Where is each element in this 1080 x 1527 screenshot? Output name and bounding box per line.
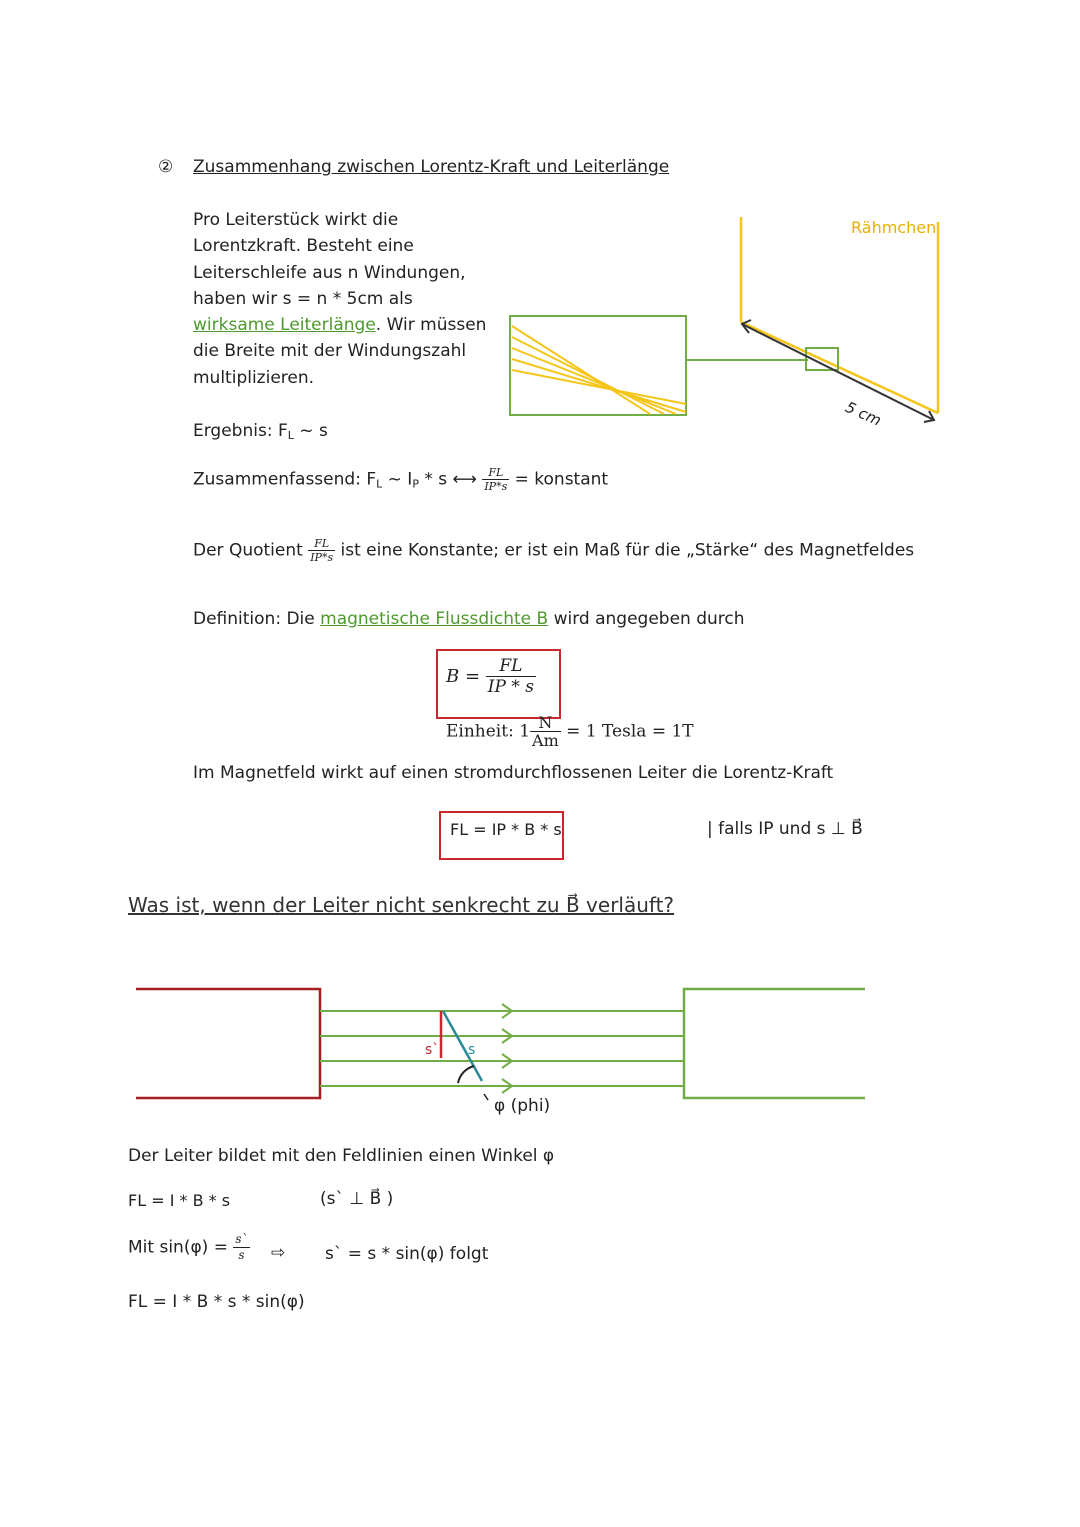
- eq2-right: s` = s * sin(φ) folgt: [325, 1244, 489, 1264]
- length-label: 5 cm: [842, 398, 884, 430]
- formula-f-condition: | falls IP und s ⊥ B⃗: [707, 819, 863, 839]
- intro-line: Leiterschleife aus n Windungen,: [193, 262, 466, 283]
- quotient-frac-den: IP*s: [310, 551, 334, 564]
- question-heading: Was ist, wenn der Leiter nicht senkrecht zu B⃗ verläuft?: [128, 893, 675, 917]
- intro-line: Lorentzkraft. Besteht eine: [193, 236, 414, 257]
- eq1-right: (s` ⊥ B⃗ ): [320, 1189, 394, 1209]
- eq2-line: [128, 1232, 250, 1263]
- unit-den: Am: [532, 731, 559, 750]
- section-number: ②: [158, 157, 174, 177]
- eq2-arrow: ⇨: [271, 1243, 286, 1263]
- eq2-num: s`: [235, 1232, 248, 1246]
- field-lines: [320, 1004, 684, 1093]
- summary-label: Zusammenfassend: F: [193, 469, 377, 490]
- result-rest: ~ s: [293, 421, 328, 441]
- s-label: s: [468, 1042, 476, 1058]
- intro-line-rest: . Wir müssen: [375, 315, 487, 336]
- result-label: Ergebnis: F: [193, 421, 288, 441]
- lorentz-sentence: Im Magnetfeld wirkt auf einen stromdurchflossenen Leiter die Lorentz-Kraft: [193, 763, 834, 783]
- left-pole: [136, 989, 320, 1098]
- eq2-fraction: [233, 1232, 249, 1263]
- eq3: FL = I * B * s * sin(φ): [128, 1292, 305, 1312]
- frame-label: Rähmchen: [851, 218, 937, 237]
- summary-rest: * s ⟷: [418, 469, 477, 490]
- phi-pointer: [484, 1094, 488, 1100]
- eq1-left: FL = I * B * s: [128, 1191, 231, 1210]
- angle-arc: [458, 1066, 474, 1083]
- intro-line: multiplizieren.: [193, 367, 315, 388]
- formula-b-den: IP * s: [487, 677, 534, 697]
- formula-b-lhs: B =: [446, 666, 481, 687]
- formula-f: FL = IP * B * s: [450, 820, 562, 839]
- summary-sub-l: L: [376, 477, 383, 491]
- s-prime-label: s`: [425, 1042, 440, 1058]
- intro-line: Pro Leiterstück wirkt die: [193, 210, 399, 230]
- unit-prefix: Einheit: 1: [446, 721, 531, 742]
- formula-b-num: FL: [486, 656, 536, 677]
- right-pole: [684, 989, 865, 1098]
- summary-frac-den: IP*s: [484, 480, 508, 493]
- summary-equals: = konstant: [514, 469, 609, 490]
- eq2-prefix: Mit sin(φ) =: [128, 1237, 228, 1258]
- s-conductor-line: [443, 1011, 482, 1081]
- quotient-prefix: Der Quotient: [193, 540, 303, 561]
- unit-rest: = 1 Tesla = 1T: [566, 721, 694, 742]
- effective-length-link: wirksame Leiterlänge: [193, 315, 376, 336]
- intro-line: die Breite mit der Windungszahl: [193, 341, 467, 362]
- definition-prefix: Definition: Die: [193, 609, 321, 629]
- section-title: Zusammenhang zwischen Lorentz-Kraft und Leiterlänge: [193, 157, 670, 177]
- flux-density-link: magnetische Flussdichte B: [320, 609, 549, 629]
- quotient-frac-num: FL: [308, 537, 335, 551]
- eq2-den: s: [238, 1248, 245, 1262]
- definition-suffix: wird angegeben durch: [548, 609, 745, 629]
- phi-label: φ (phi): [494, 1096, 551, 1116]
- angle-sentence: Der Leiter bildet mit den Feldlinien einen Winkel φ: [128, 1146, 555, 1166]
- summary-sub-p: P: [412, 477, 419, 491]
- result-sub: L: [287, 429, 294, 442]
- quotient-text: ist eine Konstante; er ist ein Maß für die „Stärke“ des Magnetfeldes: [340, 540, 915, 561]
- unit-num: N: [530, 714, 561, 732]
- summary-frac-num: FL: [482, 466, 509, 480]
- intro-line: haben wir s = n * 5cm als: [193, 288, 413, 309]
- summary-mid: ~ I: [382, 469, 413, 490]
